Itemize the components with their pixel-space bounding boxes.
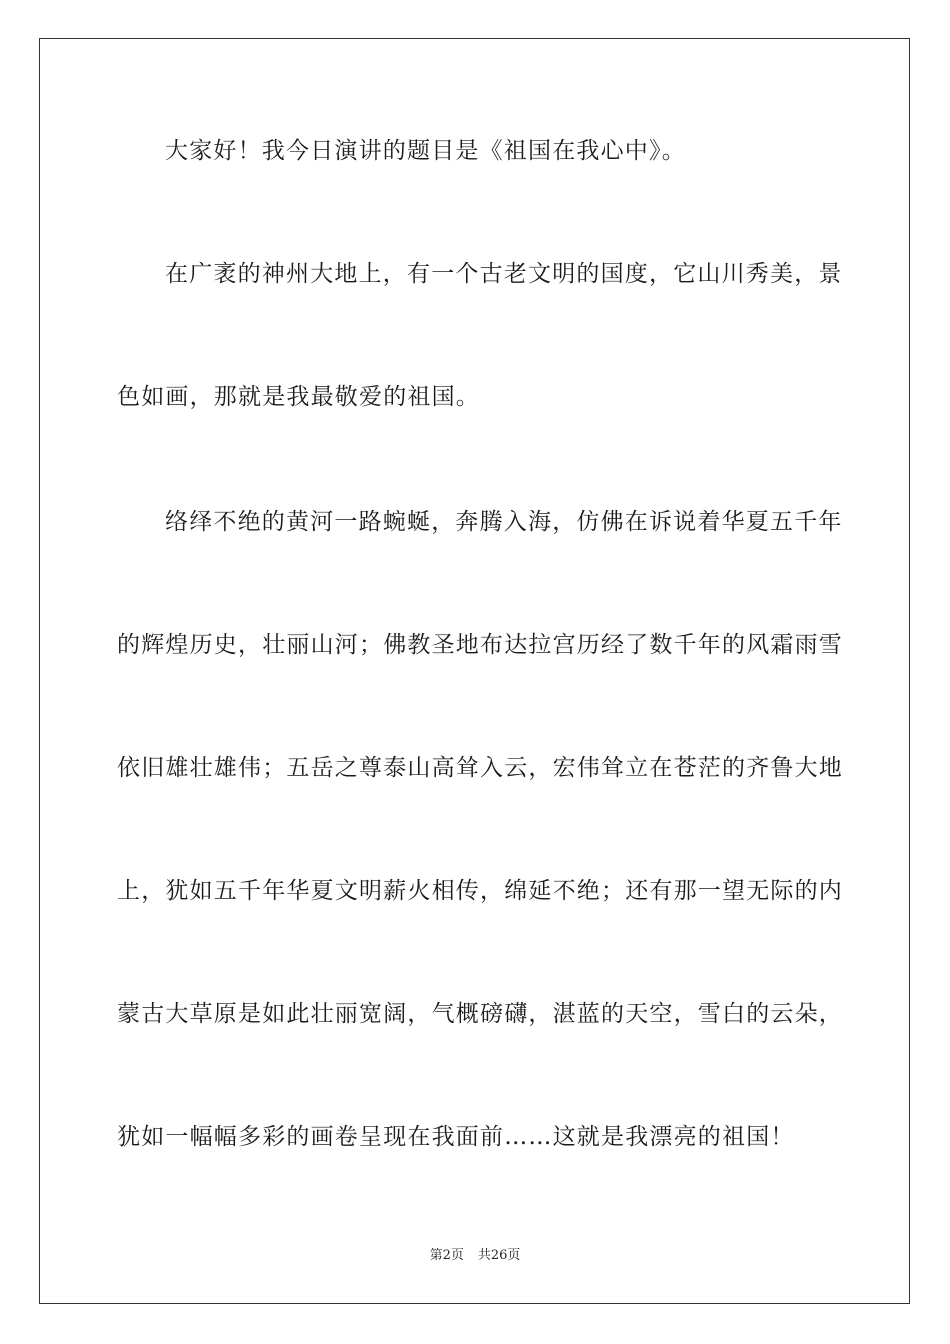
page-border: [39, 38, 910, 1304]
paragraph-line: 大家好！我今日演讲的题目是《祖国在我心中》。: [165, 138, 686, 164]
paragraph-line: 色如画，那就是我最敬爱的祖国。: [117, 384, 480, 410]
total-pages: 共26页: [477, 1248, 521, 1263]
paragraph-line: 蒙古大草原是如此壮丽宽阔，气概磅礴，湛蓝的天空，雪白的云朵，: [117, 1001, 843, 1027]
paragraph-line: 的辉煌历史，壮丽山河；佛教圣地布达拉宫历经了数千年的风霜雨雪: [117, 632, 843, 658]
page-footer: [0, 1247, 950, 1265]
paragraph-line: 上，犹如五千年华夏文明薪火相传，绵延不绝；还有那一望无际的内: [117, 878, 843, 904]
paragraph-line: 在广袤的神州大地上，有一个古老文明的国度，它山川秀美，景: [165, 261, 843, 287]
page-number: 第2页: [429, 1248, 464, 1263]
paragraph-line: 络绎不绝的黄河一路蜿蜒，奔腾入海，仿佛在诉说着华夏五千年: [165, 509, 843, 535]
paragraph-line: 犹如一幅幅多彩的画卷呈现在我面前……这就是我漂亮的祖国！: [117, 1124, 795, 1150]
paragraph-line: 依旧雄壮雄伟；五岳之尊泰山高耸入云，宏伟耸立在苍茫的齐鲁大地: [117, 755, 843, 781]
